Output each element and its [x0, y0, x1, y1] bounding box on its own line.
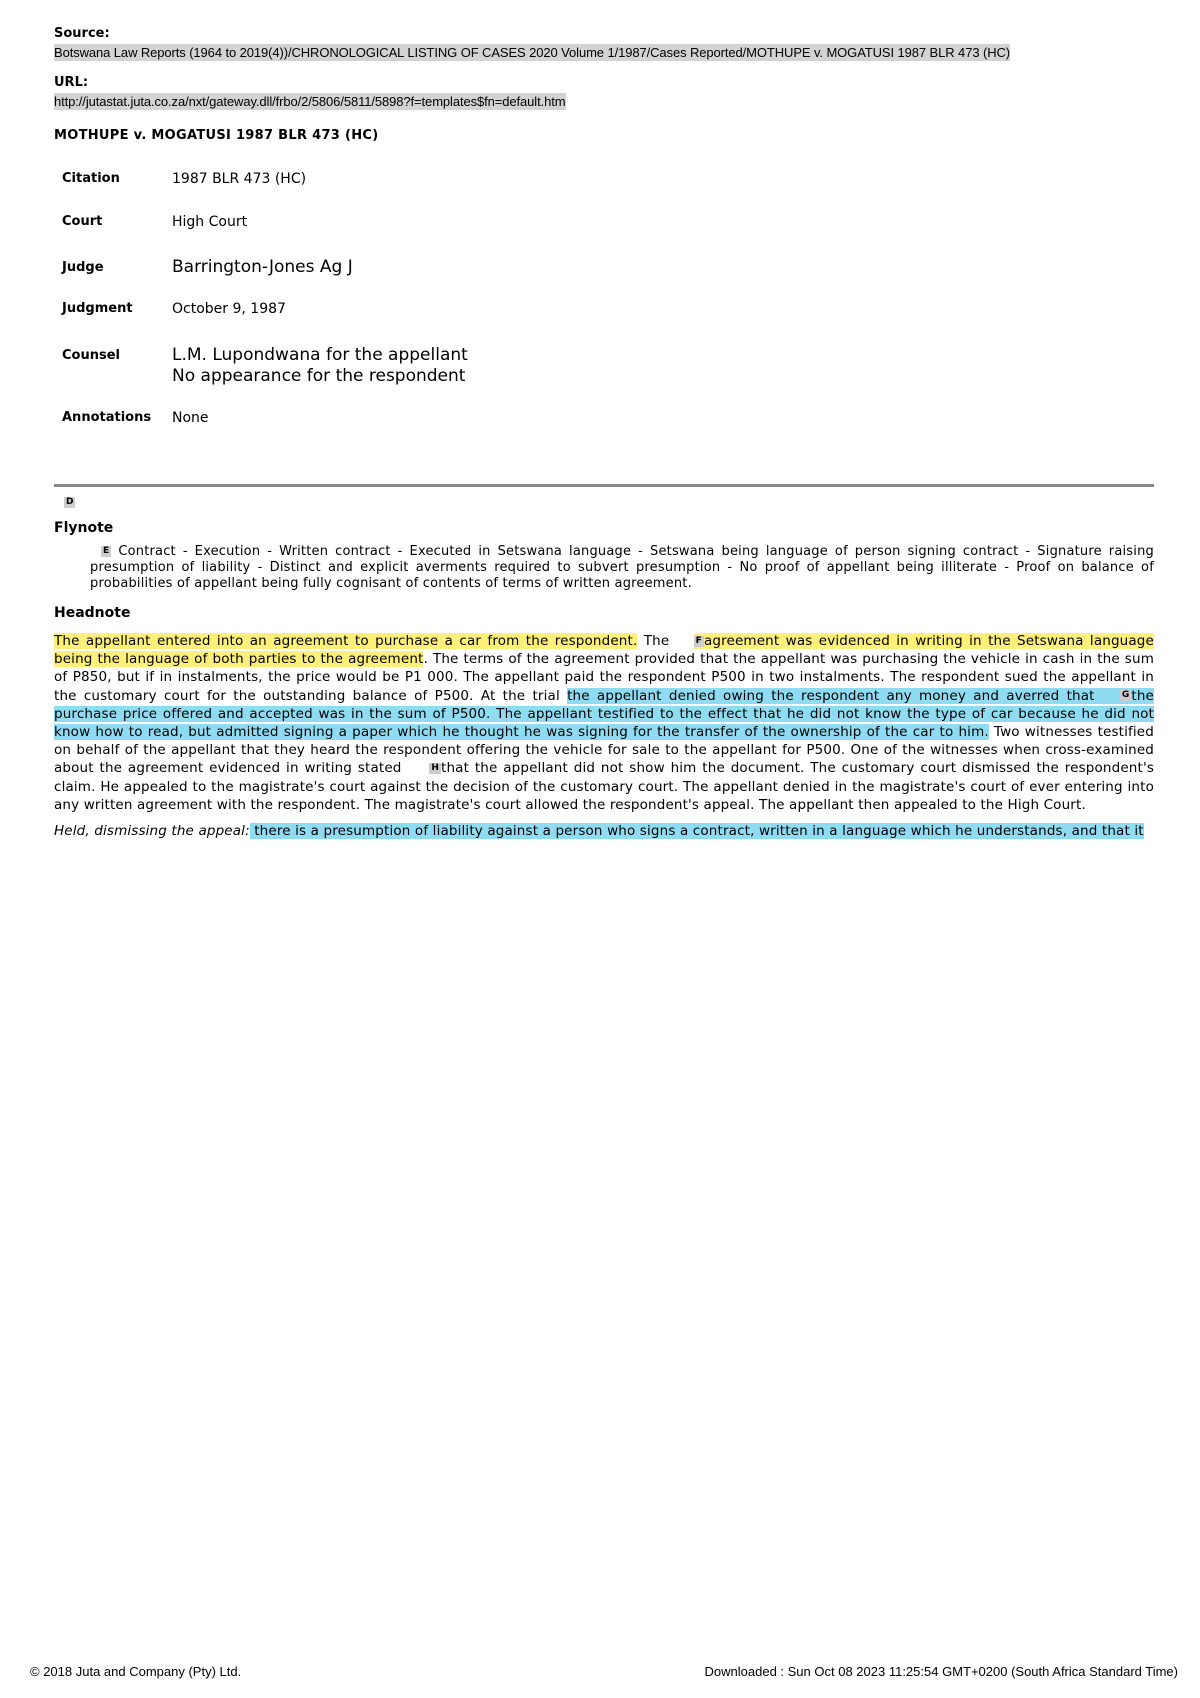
case-metadata-table: [62, 171, 468, 426]
headnote-section: [54, 605, 1154, 840]
source-path: Botswana Law Reports (1964 to 2019(4))/CHRONOLOGICAL LISTING OF CASES 2020 Volume 1/1987/Cases Reported/MOTHUPE v. MOGATUSI 1987 BLR 473 (HC): [54, 45, 1010, 60]
held-paragraph: [54, 822, 1154, 840]
annotations-label: Annotations: [62, 410, 152, 425]
page-marker-d: D: [66, 497, 74, 507]
flynote-body: [90, 544, 1154, 592]
counsel-appellant: L.M. Lupondwana for the appellant: [172, 345, 468, 365]
headnote-body: The appellant entered into an agreement to purchase a car from the respondent. The F agreement was evidenced in writing in the Setswana language being the language of both parties to the agreement. The terms of the agreement provided that the appellant was purchasing the vehicle in cash in the sum of P850, but if in instalments, the price would be P1 000. The appellant paid the respondent P500 in two instalments. The respondent sued the appellant in the customary court for the outstanding balance of P500. At the trial the appellant denied owing the respondent any money and averred that G the purchase price offered and accepted was in the sum of P500. The appellant testified to the effect that he did not know the type of car because he did not know how to read, but admitted signing a paper which he thought he was signing for the transfer of the ownership of the car to him. Two witnesses testified on behalf of the appellant that they heard the respondent offering the vehicle for sale to the appellant for P500. One of the witnesses when cross-examined about the agreement evidenced in writing stated H that the appellant did not show him the document. The customary court dismissed the respondent's claim. He appealed to the magistrate's court against the decision of the customary court. The appellant denied in the magistrate's court of ever entering into any written agreement with the respondent. The magistrate's court allowed the respondent's appeal. The appellant then appealed to the High Court.: [54, 633, 1154, 813]
citation-value: 1987 BLR 473 (HC): [172, 171, 307, 187]
page-marker-f: F: [695, 635, 702, 646]
meta-row-counsel: [62, 345, 468, 410]
highlight-blue-1: the appellant denied owing the respondent any money and averred that G the purchase price offered and accepted was in the sum of P500. The appellant testified to the effect that he did not know the type of car because he did not know how to read, but admitted signing a paper which he thought he was signing for the transfer of the ownership of the car to him.: [54, 687, 1154, 741]
page-marker-h: H: [431, 762, 439, 773]
case-title: MOTHUPE v. MOGATUSI 1987 BLR 473 (HC): [54, 128, 379, 143]
footer-download-timestamp: Downloaded : Sun Oct 08 2023 11:25:54 GMT+0200 (South Africa Standard Time): [704, 1664, 1178, 1679]
counsel-label: Counsel: [62, 348, 120, 363]
judgment-value: October 9, 1987: [172, 301, 286, 317]
highlight-yellow-1: The appellant entered into an agreement to purchase a car from the respondent.: [54, 633, 638, 649]
court-label: Court: [62, 214, 103, 229]
counsel-respondent: No appearance for the respondent: [172, 366, 466, 386]
headnote-heading: Headnote: [54, 605, 131, 621]
page-marker-e: E: [103, 546, 110, 556]
page-marker-g: G: [1121, 690, 1130, 701]
judge-label: Judge: [62, 260, 104, 275]
meta-row-judgment: [62, 301, 468, 345]
source-url-link[interactable]: http://jutastat.juta.co.za/nxt/gateway.dll/frbo/2/5806/5811/5898?f=templates$fn=default.htm: [54, 94, 566, 109]
document-header: [54, 26, 1154, 426]
page-marker-d-row: [54, 492, 1154, 511]
source-label: Source:: [54, 26, 110, 41]
flynote-text: Contract - Execution - Written contract - Executed in Setswana language - Setswana being language of person signing contract - Signature raising presumption of liability - Distinct and explicit averments required to subvert presumption - No proof of appellant being illiterate - Proof on balance of probabilities of appellant being fully cognisant of contents of terms of written agreement.: [90, 544, 1154, 591]
held-lead: Held, dismissing the appeal:: [54, 823, 250, 840]
annotations-value: None: [172, 410, 209, 426]
meta-row-citation: [62, 171, 468, 214]
footer-copyright: © 2018 Juta and Company (Pty) Ltd.: [30, 1664, 242, 1679]
counsel-value: [172, 345, 468, 410]
meta-row-court: [62, 214, 468, 257]
section-divider: [54, 484, 1154, 487]
judgment-label: Judgment: [62, 301, 133, 316]
meta-row-judge: [62, 257, 468, 301]
meta-row-annotations: [62, 410, 468, 426]
flynote-heading: Flynote: [54, 520, 114, 536]
highlight-blue-2: there is a presumption of liability against a person who signs a contract, written in a language which he understands, and that it: [249, 823, 1144, 840]
highlight-yellow-2: F agreement was evidenced in writing in the Setswana language being the language of both parties to the agreement: [54, 633, 1154, 668]
flynote-section: [54, 520, 1154, 592]
court-value: High Court: [172, 214, 248, 230]
url-label: URL:: [54, 75, 89, 90]
citation-label: Citation: [62, 171, 120, 186]
judge-value: Barrington-Jones Ag J: [172, 257, 353, 277]
